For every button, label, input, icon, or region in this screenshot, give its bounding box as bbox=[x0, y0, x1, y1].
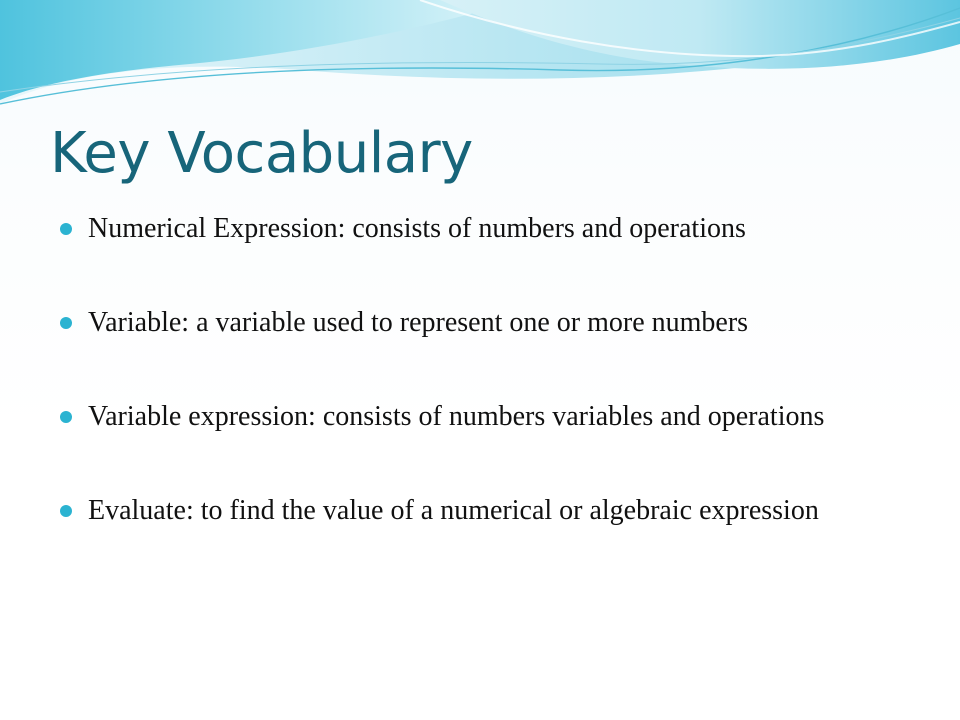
bullet-marker-icon bbox=[60, 223, 72, 235]
bullet-text: Variable expression: consists of numbers variables and operations bbox=[88, 401, 825, 432]
bullet-text: Variable: a variable used to represent one or more numbers bbox=[88, 307, 749, 338]
bullet-item-variable-expression bbox=[60, 398, 900, 436]
slide-title: Key Vocabulary bbox=[50, 121, 473, 186]
bullet-marker-icon bbox=[60, 317, 72, 329]
bullet-item-variable bbox=[60, 304, 900, 342]
bullet-list bbox=[60, 210, 900, 586]
bullet-item-numerical-expression bbox=[60, 210, 900, 248]
bullet-item-evaluate bbox=[60, 492, 900, 530]
bullet-text: Evaluate: to find the value of a numerical or algebraic expression bbox=[88, 495, 819, 526]
bullet-marker-icon bbox=[60, 411, 72, 423]
header-wave-decoration bbox=[0, 0, 960, 120]
bullet-marker-icon bbox=[60, 505, 72, 517]
bullet-text: Numerical Expression: consists of numbers and operations bbox=[88, 213, 746, 244]
